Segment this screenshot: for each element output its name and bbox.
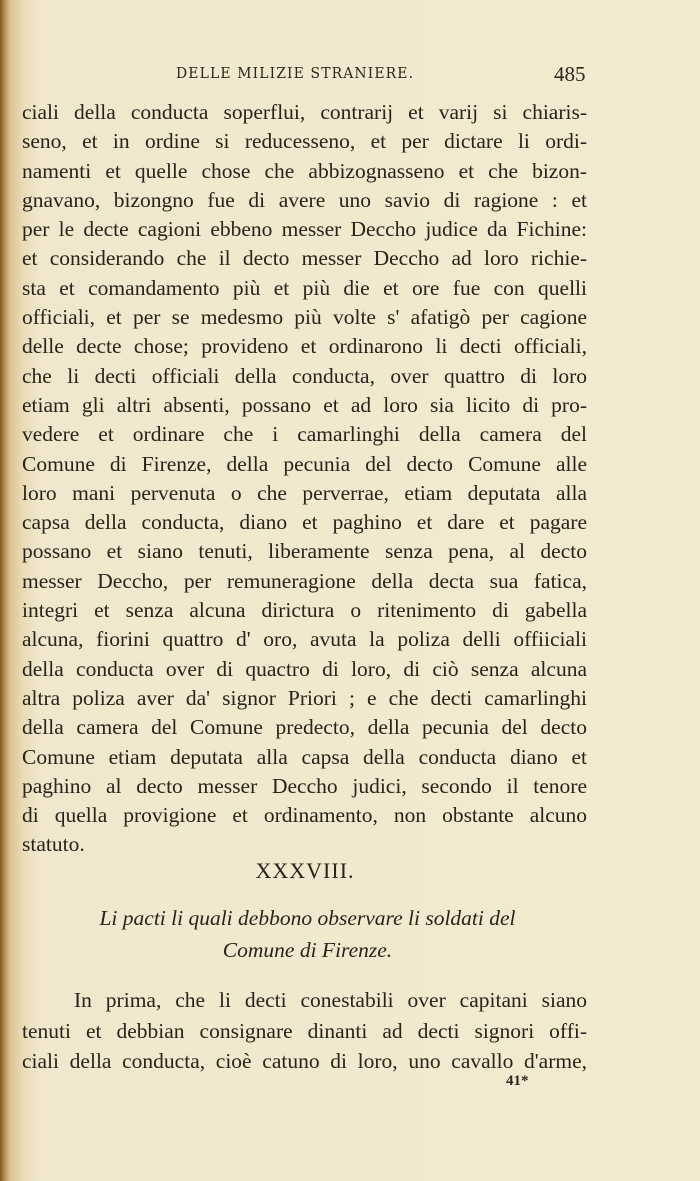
text-line: di quella provigione et ordinamento, non obstante alcuno <box>22 803 587 828</box>
text-line: capsa della conducta, diano et paghino et dare et pagare <box>22 510 587 535</box>
text-line: Comune etiam deputata alla capsa della conducta diano et <box>22 744 587 769</box>
text-line: messer Decchо, per remuneragione della decta sua fatica, <box>22 568 587 593</box>
text-line: et considerando che il decto messer Deccho ad loro richie- <box>22 246 587 271</box>
text-line: ciali della conducta soperflui, contrarij et varij si chiaris- <box>22 100 587 124</box>
chapter-number: XXXVIII. <box>255 858 355 883</box>
text-line: possano et siano tenuti, liberamente senza pena, al decto <box>22 539 587 564</box>
text-line: Comune di Firenze, della pecunia del decto Comune alle <box>22 451 587 476</box>
chapter-title-line: Li pacti li quali debbono observare li soldati del <box>99 906 516 930</box>
text-line: alcuna, fiorini quattro d' oro, avuta la poliza delli offiiciali <box>22 627 587 652</box>
text-line: della camera del Comune predecto, della pecunia del decto <box>22 715 587 740</box>
text-line: namenti et quelle chose che abbizognasseno et che bizon- <box>22 158 587 183</box>
text-line: sta et comandamento più et più die et ore fue con quelli <box>22 275 587 300</box>
text-line: gnavano, bizongno fue di avere uno savio di ragione : et <box>22 187 587 212</box>
text-line: statuto. <box>22 832 85 857</box>
text-line: paghino al decto messer Decchо judici, secondo il tenore <box>22 773 587 798</box>
text-line: etiam gli altri absenti, possano et ad loro sia licito di pro- <box>22 392 587 417</box>
text-line: loro mani pervenuta o che perverrae, etiam deputata alla <box>22 480 587 505</box>
chapter-title-line: Comune di Firenze. <box>222 938 393 962</box>
text-line: che li decti officiali della conducta, over quattro di loro <box>22 363 587 388</box>
page-number: 485 <box>554 62 586 86</box>
text-line: officiali, et per se medesmo più volte s' afatigò per cagione <box>22 305 587 330</box>
text-line: della conducta over di quactro di loro, di ciò senza alcuna <box>22 656 587 681</box>
text-line: In prima, che li decti conestabili over capitani siano <box>74 988 587 1012</box>
body-paragraph <box>22 98 587 860</box>
text-line: ciali della conducta, cioè catuno di loro, uno cavallo d'arme, <box>22 1049 587 1073</box>
text-line: per le decte cagioni ebbeno messer Deccho judice da Fichine: <box>22 217 587 242</box>
text-line: tenuti et debbian consignare dinanti ad decti signori offi- <box>22 1018 587 1043</box>
text-line: altra poliza aver da' signor Priori ; e che decti camarlinghi <box>22 685 587 710</box>
text-line: integri et senza alcuna dirictura o ritenimento di gabella <box>22 598 587 623</box>
signature-mark: 41* <box>506 1073 529 1089</box>
body-paragraph <box>22 985 587 1077</box>
running-head: DELLE MILIZIE STRANIERE. <box>176 64 415 82</box>
text-line: delle decte chose; provideno et ordinarono li decti officiali, <box>22 334 587 359</box>
text-line: vedere et ordinare che i camarlinghi della camera del <box>22 422 587 447</box>
chapter-title <box>60 902 555 966</box>
text-line: seno, et in ordine si reducesseno, et per dictare li ordi- <box>22 129 587 154</box>
page-header <box>0 62 700 86</box>
